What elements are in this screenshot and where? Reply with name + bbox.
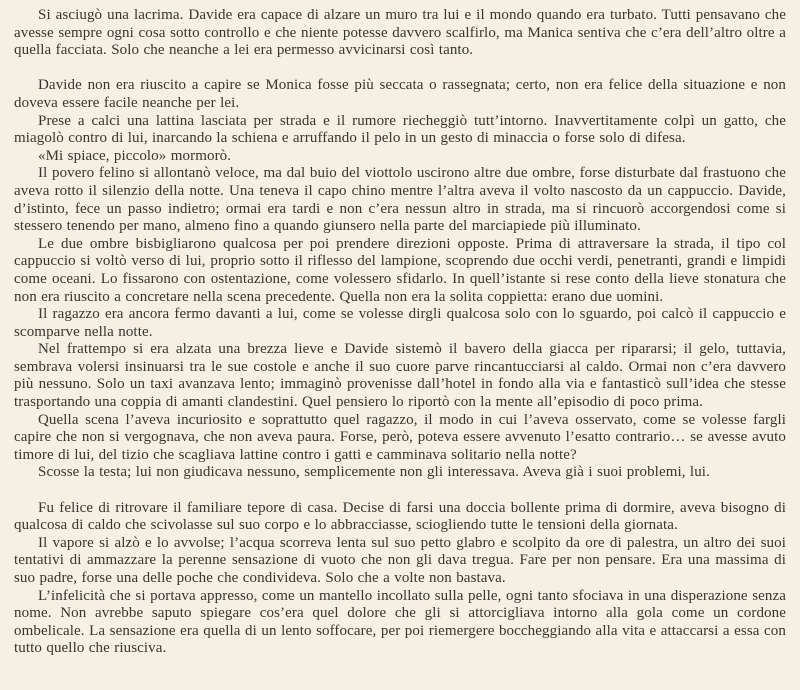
paragraph: Le due ombre bisbigliarono qualcosa per poi prendere direzioni opposte. Prima di attraversare la strada, il tipo col cappuccio si voltò verso di lui, proprio sotto il riflesso del lampione, scoprendo due occhi verdi, penetranti, grandi e limpidi come oceani. Lo fissarono con ostentazione, come volessero sfidarlo. In quell’istante si rese conto della lieve stonatura che non era riuscito a concretare nella scena precedente. Quella non era la solita coppietta: erano due uomini.	[14, 235, 786, 305]
paragraph: Il povero felino si allontanò veloce, ma dal buio del viottolo uscirono altre due ombre, forse disturbate dal frastuono che aveva rotto il silenzio della notte. Una teneva il capo chino mentre l’altra aveva il volto nascosto da un cappuccio. Davide, d’istinto, fece un passo indietro; ormai era tardi e non c’era nessun altro in strada, ma si rincuorò accorgendosi come si stessero tenendo per mano, almeno fino a quando giunsero nella parte del marciapiede più illuminato.	[14, 165, 786, 235]
paragraph: Quella scena l’aveva incuriosito e soprattutto quel ragazzo, il modo in cui l’aveva osservato, come se volesse fargli capire che non si vergognava, che non aveva paura. Forse, però, poteva essere avvenuto l’esatto contrario… se avesse avuto timore di lui, del tizio che scagliava lattine contro i gatti e camminava solitario nella notte?	[14, 411, 786, 463]
paragraph: Il ragazzo era ancora fermo davanti a lui, come se volesse dirgli qualcosa solo con lo sguardo, poi calcò il cappuccio e scomparve nella notte.	[14, 306, 786, 340]
paragraph: Prese a calci una lattina lasciata per strada e il rumore riecheggiò tutt’intorno. Inavvertitamente colpì un gatto, che miagolò contro di lui, inarcando la schiena e arruffando il pelo in un gesto di minaccia o forse solo di difesa.	[14, 112, 786, 147]
paragraph: Scosse la testa; lui non giudicava nessuno, semplicemente non gli interessava. Aveva già i suoi problemi, lui.	[38, 464, 710, 481]
paragraph: Si asciugò una lacrima. Davide era capace di alzare un muro tra lui e il mondo quando era turbato. Tutti pensavano che avesse sempre ogni cosa sotto controllo e che niente potesse davvero scalfirlo, ma Manica sentiva che c’era dell’altro oltre a quella facciata. Solo che neanche a lei era permesso avvicinarsi così tanto.	[14, 7, 786, 59]
paragraph: Davide non era riuscito a capire se Monica fosse più seccata o rassegnata; certo, non era felice della situazione e non doveva essere facile neanche per lei.	[14, 77, 786, 111]
paragraph: Fu felice di ritrovare il familiare tepore di casa. Decise di farsi una doccia bollente prima di dormire, aveva bisogno di qualcosa di caldo che scivolasse sul suo corpo e lo abbracciasse, sciogliendo tutte le tensioni della giornata.	[14, 499, 786, 534]
paragraph: L’infelicità che si portava appresso, come un mantello incollato sulla pelle, ogni tanto sfociava in una disperazione senza nome. Non avrebbe saputo spiegare cos’era quel dolore che gli si attorcigliava intorno alla gola come un cordone ombelicale. La sensazione era quella di un lento soffocare, per poi riemergere boccheggiando alla vita e attaccarsi a essa con tutto quello che riusciva.	[14, 587, 786, 657]
paragraph: Il vapore si alzò e lo avvolse; l’acqua scorreva lenta sul suo petto glabro e scolpito da ore di palestra, un altro dei suoi tentativi di ammazzare la perenne sensazione di vuoto che non gli dava tregua. Fare per non pensare. Era una massima di suo padre, forse una delle poche che condivideva. Solo che a volte non bastava.	[14, 534, 786, 586]
paragraph: «Mi spiace, piccolo» mormorò.	[38, 147, 232, 164]
paragraph: Nel frattempo si era alzata una brezza lieve e Davide sistemò il bavero della giacca per ripararsi; il gelo, tuttavia, sembrava volersi insinuarsi tra le sue costole e anche il suo cuore parve rincantucciarsi al caldo. Ormai non c’era davvero più nessuno. Solo un taxi avanzava lento; immaginò provenisse dall’hotel in fondo alla via e fantasticò sull’idea che stesse trasportando una coppia di amanti clandestini. Quel pensiero lo riportò con la mente all’episodio di poco prima.	[14, 341, 786, 411]
